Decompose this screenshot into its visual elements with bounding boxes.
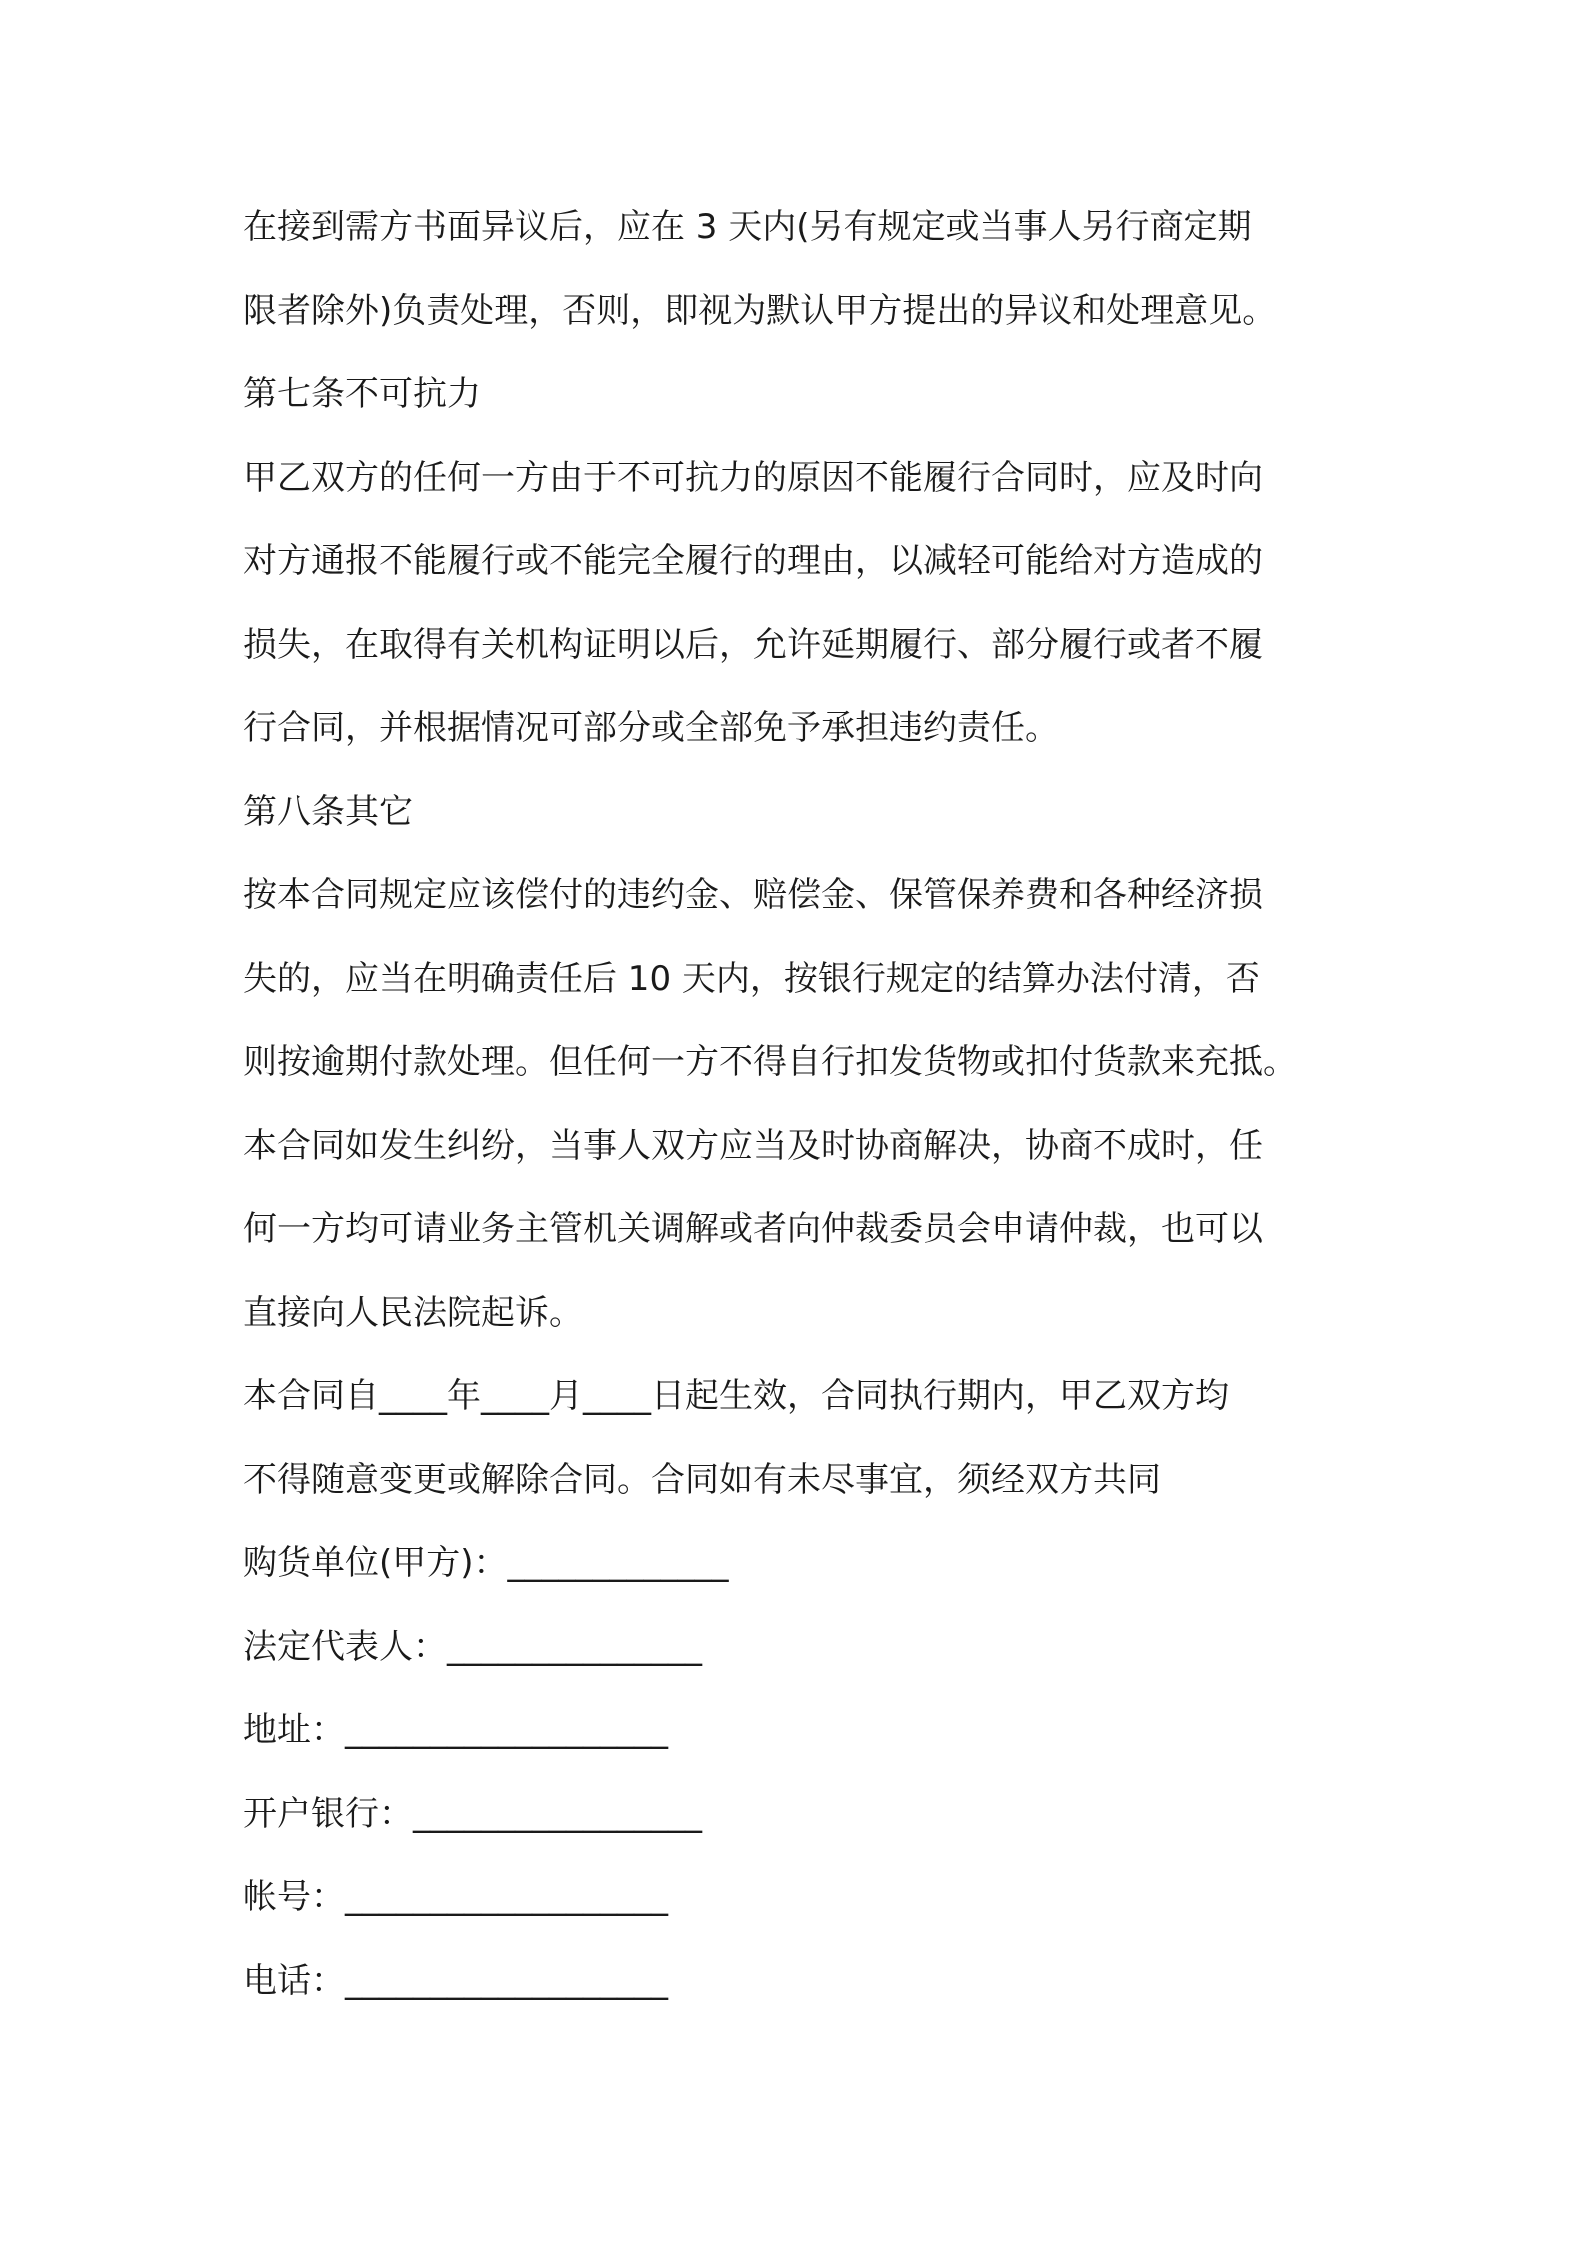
phone-field: 电话：___________________ xyxy=(243,1960,668,2001)
section-heading-other: 第八条其它 xyxy=(243,791,413,832)
paragraph-line: 何一方均可请业务主管机关调解或者向仲裁委员会申请仲裁，也可以 xyxy=(243,1209,1263,1249)
bank-field: 开户银行：_________________ xyxy=(243,1793,702,1834)
paragraph-line: 损失，在取得有关机构证明以后，允许延期履行、部分履行或者不履 xyxy=(243,624,1263,665)
paragraph-line: 行合同，并根据情况可部分或全部免予承担违约责任。 xyxy=(243,708,1059,748)
paragraph-line: 对方通报不能履行或不能完全履行的理由，以减轻可能给对方造成的 xyxy=(243,541,1263,581)
paragraph-line: 限者除外)负责处理，否则，即视为默认甲方提出的异议和处理意见。 xyxy=(243,290,1277,331)
paragraph-line: 在接到需方书面异议后，应在 3 天内(另有规定或当事人另行商定期 xyxy=(243,207,1252,247)
effective-date-line: 本合同自____年____月____日起生效，合同执行期内，甲乙双方均 xyxy=(243,1376,1229,1416)
paragraph-line: 本合同如发生纠纷，当事人双方应当及时协商解决，协商不成时，任 xyxy=(243,1125,1263,1166)
address-field: 地址：___________________ xyxy=(243,1710,668,1750)
paragraph-line: 则按逾期付款处理。但任何一方不得自行扣发货物或扣付货款来充抵。 xyxy=(243,1042,1297,1082)
paragraph-line: 甲乙双方的任何一方由于不可抗力的原因不能履行合同时，应及时向 xyxy=(243,457,1263,498)
legal-representative-field: 法定代表人：_______________ xyxy=(243,1626,702,1667)
paragraph-line: 失的，应当在明确责任后 10 天内，按银行规定的结算办法付清，否 xyxy=(243,958,1260,999)
section-heading-force-majeure: 第七条不可抗力 xyxy=(243,374,481,414)
paragraph-line: 直接向人民法院起诉。 xyxy=(243,1292,583,1333)
paragraph-line: 不得随意变更或解除合同。合同如有未尽事宜，须经双方共同 xyxy=(243,1459,1161,1500)
document-body xyxy=(243,199,1363,2036)
paragraph-line: 按本合同规定应该偿付的违约金、赔偿金、保管保养费和各种经济损 xyxy=(243,875,1263,915)
account-number-field: 帐号：___________________ xyxy=(243,1877,668,1917)
buyer-unit-field: 购货单位(甲方)：_____________ xyxy=(243,1543,729,1583)
